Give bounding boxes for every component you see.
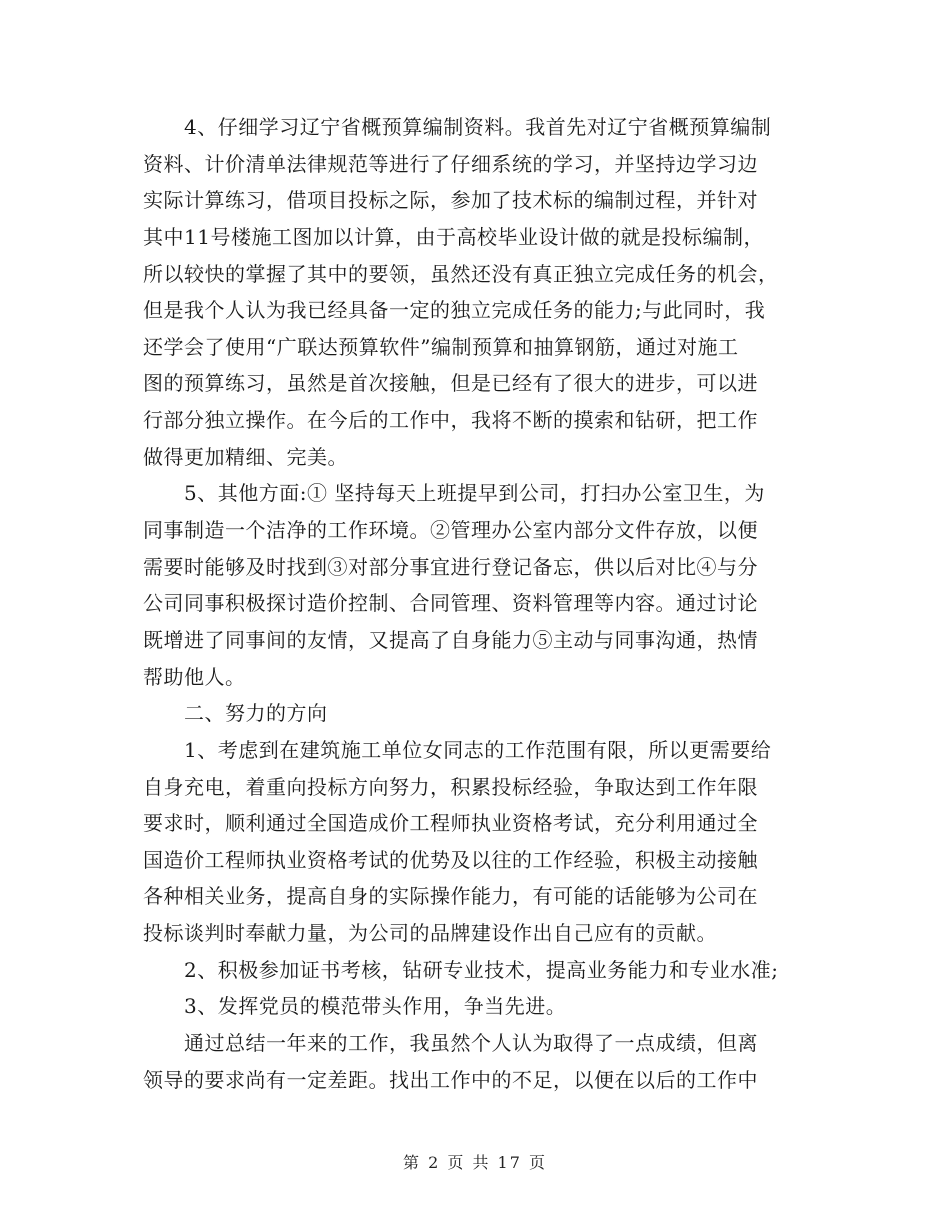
- text-line: 2、积极参加证书考核，钻研专业技术，提高业务能力和专业水准;: [184, 957, 779, 982]
- text-line: 但是我个人认为我已经具备一定的独立完成任务的能力;与此同时，我: [143, 298, 766, 323]
- text-line: 投标谈判时奉献力量，为公司的品牌建设作出自己应有的贡献。: [143, 921, 717, 946]
- text-line: 国造价工程师执业资格考试的优势及以往的工作经验，积极主动接触: [143, 847, 758, 872]
- text-line: 4、仔细学习辽宁省概预算编制资料。我首先对辽宁省概预算编制: [184, 115, 772, 139]
- text-line: 既增进了同事间的友情，又提高了自身能力⑤主动与同事沟通，热情: [143, 627, 758, 652]
- text-line: 做得更加精细、完美。: [143, 444, 348, 469]
- text-line: 图的预算练习，虽然是首次接触，但是已经有了很大的进步，可以进: [143, 371, 758, 396]
- text-line: 3、发挥党员的模范带头作用，争当先进。: [184, 994, 567, 1019]
- text-line: 实际计算练习，借项目投标之际，参加了技术标的编制过程，并针对: [143, 188, 758, 213]
- text-line: 自身充电，着重向投标方向努力，积累投标经验，争取达到工作年限: [143, 774, 758, 799]
- text-line: 还学会了使用“广联达预算软件”编制预算和抽算钢筋，通过对施工: [143, 334, 739, 359]
- text-line: 行部分独立操作。在今后的工作中，我将不断的摸索和钻研，把工作: [143, 408, 758, 433]
- document-body: [143, 109, 818, 1098]
- text-line: 公司同事积极探讨造价控制、合同管理、资料管理等内容。通过讨论: [143, 591, 758, 616]
- text-line: 要求时，顺利通过全国造成价工程师执业资格考试，充分利用通过全: [143, 811, 758, 836]
- text-line: 1、考虑到在建筑施工单位女同志的工作范围有限，所以更需要给: [184, 737, 772, 762]
- page-number-footer: 第 2 页 共 17 页: [403, 1153, 547, 1172]
- text-line: 各种相关业务，提高自身的实际操作能力，有可能的话能够为公司在: [143, 884, 758, 909]
- text-line: 同事制造一个洁净的工作环境。②管理办公室内部分文件存放，以便: [143, 518, 758, 543]
- text-line: 所以较快的掌握了其中的要领，虽然还没有真正独立完成任务的机会，: [143, 261, 779, 286]
- text-line: 领导的要求尚有一定差距。找出工作中的不足，以便在以后的工作中: [143, 1067, 758, 1092]
- text-line: 帮助他人。: [143, 664, 246, 689]
- text-line: 通过总结一年来的工作，我虽然个人认为取得了一点成绩，但离: [184, 1031, 758, 1056]
- text-line: 需要时能够及时找到③对部分事宜进行登记备忘，供以后对比④与分: [143, 554, 758, 579]
- text-line: 其中11号楼施工图加以计算，由于高校毕业设计做的就是投标编制，: [143, 224, 764, 249]
- text-line: 资料、计价清单法律规范等进行了仔细系统的学习，并坚持边学习边: [143, 151, 758, 176]
- text-line: 5、其他方面:① 坚持每天上班提早到公司，打扫办公室卫生，为: [184, 481, 765, 506]
- text-line: 二、努力的方向: [184, 701, 328, 726]
